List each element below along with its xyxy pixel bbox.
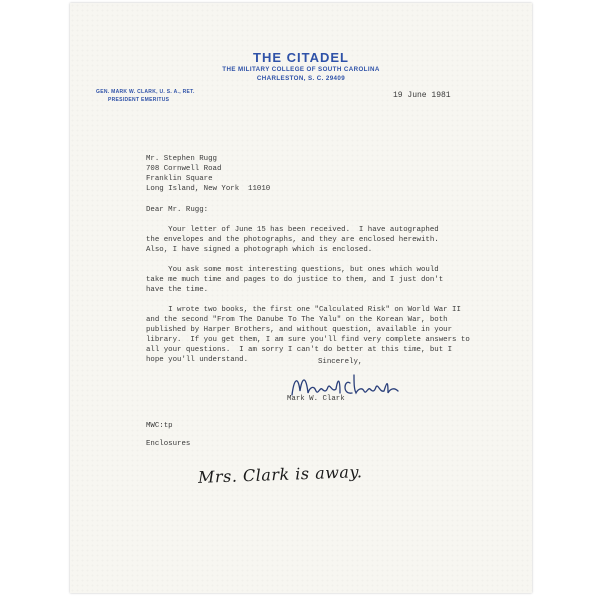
closing: Sincerely, bbox=[318, 358, 363, 366]
body-line: and the second "From The Danube To The Yalu" on the Korean War, both bbox=[146, 316, 448, 324]
letterhead-subtitle: THE MILITARY COLLEGE OF SOUTH CAROLINA bbox=[222, 66, 380, 73]
body-line: all your questions. I am sorry I can't do better at this time, but I bbox=[146, 346, 453, 354]
letter-date: 19 June 1981 bbox=[393, 91, 451, 100]
signer-name: Mark W. Clark bbox=[287, 395, 345, 403]
letterhead-address: CHARLESTON, S. C. 29409 bbox=[256, 75, 346, 82]
recipient-line: Long Island, New York 11010 bbox=[146, 185, 271, 193]
body-line: have the time. bbox=[146, 286, 209, 294]
body-line: library. If you get them, I am sure you'll find very complete answers to bbox=[146, 336, 470, 344]
body-line: Your letter of June 15 has been received. I have autographed bbox=[146, 226, 439, 234]
letterhead-title: THE CITADEL bbox=[253, 50, 349, 65]
recipient-line: Franklin Square bbox=[146, 175, 213, 183]
body-line: the envelopes and the photographs, and they are enclosed herewith. bbox=[146, 236, 439, 244]
body-line: I wrote two books, the first one "Calculated Risk" on World War II bbox=[146, 306, 461, 314]
letterhead-sender: GEN. MARK W. CLARK, U. S. A., RET. bbox=[96, 89, 195, 95]
body-line: You ask some most interesting questions, but ones which would bbox=[146, 266, 439, 274]
letter-sheet bbox=[70, 3, 532, 593]
initials: MWC:tp bbox=[146, 422, 173, 430]
body-line: hope you'll understand. bbox=[146, 356, 249, 364]
body-line: published by Harper Brothers, and without question, available in your bbox=[146, 326, 453, 334]
salutation: Dear Mr. Rugg: bbox=[146, 206, 209, 214]
recipient-line: 708 Cornwell Road bbox=[146, 165, 222, 173]
recipient-line: Mr. Stephen Rugg bbox=[146, 155, 217, 163]
handwritten-note: Mrs. Clark is away. bbox=[197, 462, 363, 487]
enclosures: Enclosures bbox=[146, 440, 191, 448]
letterhead-sender-title: PRESIDENT EMERITUS bbox=[108, 97, 170, 103]
body-line: take me much time and pages to do justice to them, and I just don't bbox=[146, 276, 444, 284]
body-line: Also, I have signed a photograph which is enclosed. bbox=[146, 246, 373, 254]
